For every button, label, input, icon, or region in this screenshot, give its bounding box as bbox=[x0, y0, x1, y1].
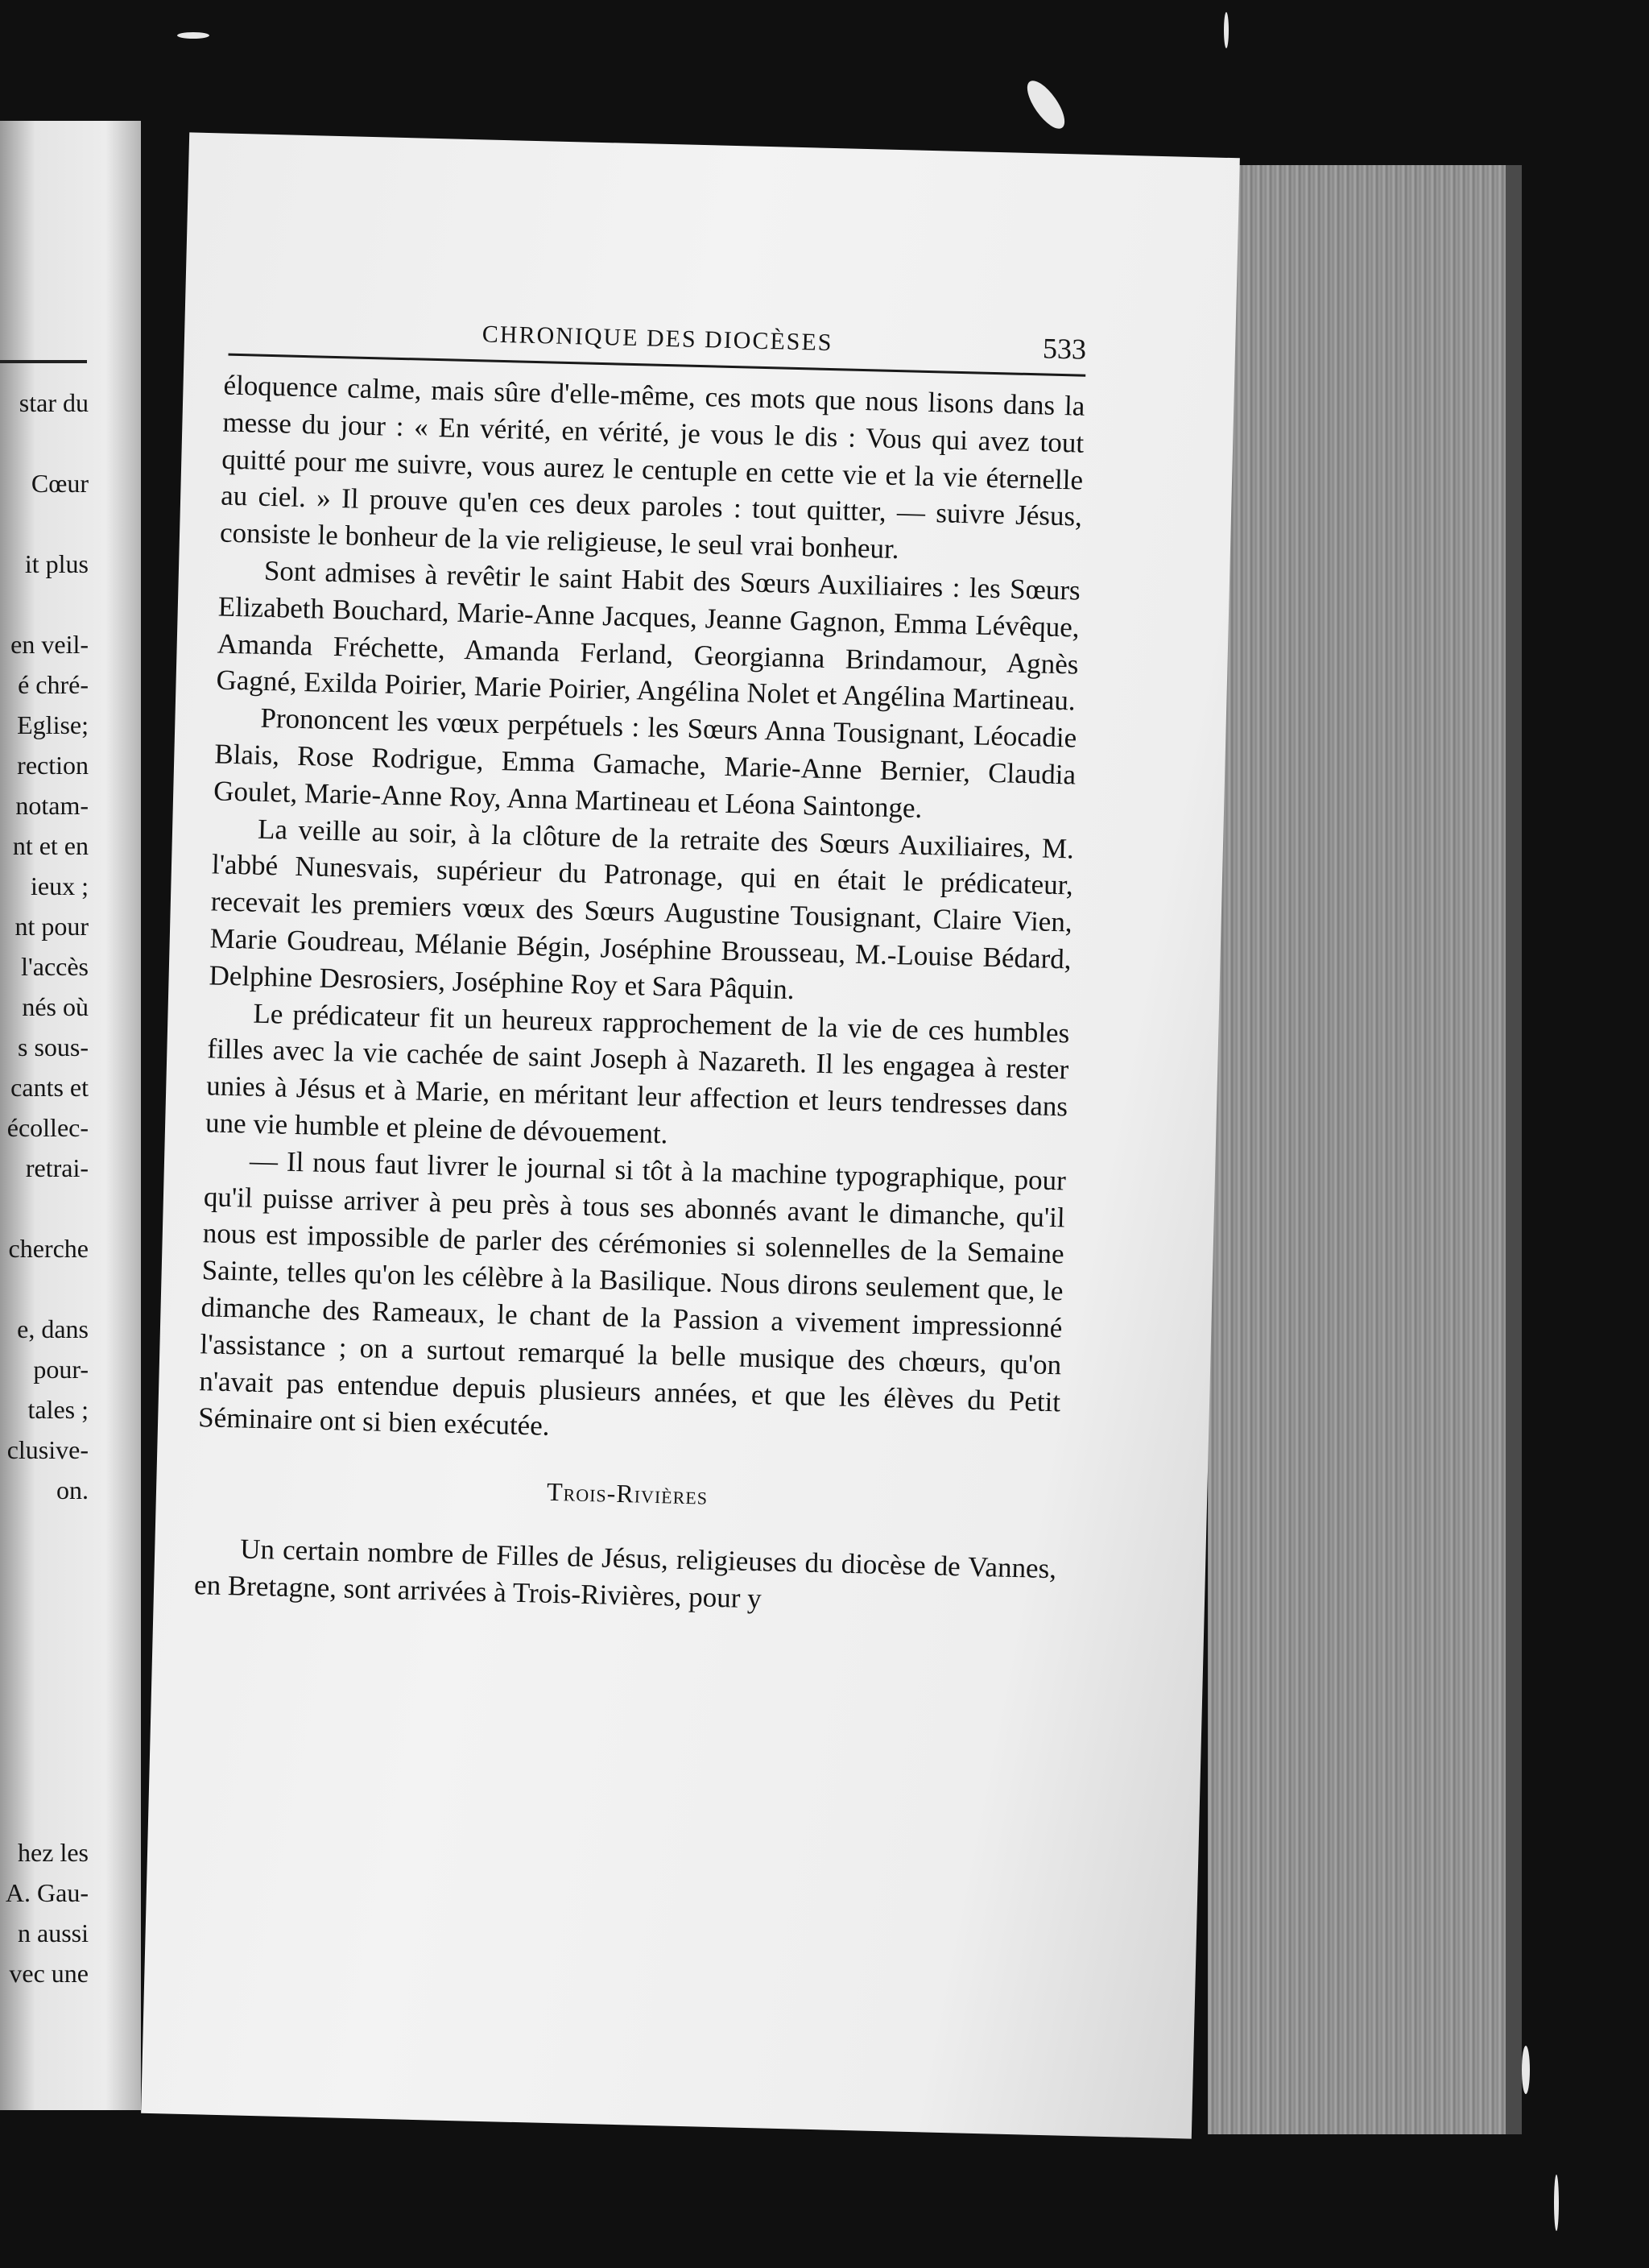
running-head: CHRONIQUE DES DIOCÈSES bbox=[481, 321, 833, 357]
left-page-line bbox=[0, 1550, 89, 1591]
paragraph-admissions: Sont admises à revêtir le saint Habit des Sœurs Auxiliaires : les Sœurs Elizabeth Bouchard, Marie-Anne Jacques, Jeanne Gagnon, Emma Lévêque, Amanda Fréchette, Amanda Ferland, Georgianna Brindamour, Agnès Gagné, Exilda Poirier, Marie Poirier, Angélina Nolet et Angélina Martineau. bbox=[216, 554, 1081, 717]
book-page bbox=[141, 132, 1240, 2138]
left-page-line bbox=[0, 584, 89, 624]
left-page-line bbox=[0, 1671, 89, 1711]
left-page-line bbox=[0, 1792, 89, 1832]
left-page-line: on. bbox=[56, 1475, 89, 1504]
left-page-line: retrai- bbox=[25, 1153, 89, 1182]
left-page-line: nés où bbox=[22, 992, 89, 1021]
left-page-line: clusive- bbox=[6, 1435, 89, 1464]
left-page-line bbox=[0, 423, 89, 463]
left-page-line: cants et bbox=[10, 1073, 89, 1102]
paragraph-retreat-closing: La veille au soir, à la clôture de la retraite des Sœurs Auxiliaires, M. l'abbé Nunesvais, supérieur du Patronage, qui en était le prédicateur, recevait les premiers vœux des Sœurs Augustine Tousignant, Claire Vien, Marie Goudreau, Mélanie Bégin, Joséphine Brousseau, M.-Louise Bédard, Delphine Desrosiers, Joséphine Roy et Sara Pâquin. bbox=[209, 813, 1075, 1005]
left-page-line: tales ; bbox=[27, 1395, 89, 1424]
left-page-line: nt pour bbox=[14, 912, 89, 941]
left-page-line: é chré- bbox=[18, 670, 89, 699]
left-page-line bbox=[0, 1269, 89, 1309]
left-page-line: s sous- bbox=[17, 1033, 89, 1062]
paragraph-holy-week: — Il nous faut livrer le journal si tôt à la machine typographique, pour qu'il puisse arriver à peu près à tous ses abonnés avant le dimanche, qu'il nous est impossible de parler des cérémonies si solennelles de la Semaine Sainte, telles qu'on les célèbre à la Basilique. Nous dirons seulement que, le dimanche des Rameaux, le chant de la Passion a vivement impressionné l'assistance ; on a surtout remarqué la belle musique des chœurs, qu'on n'avait pas entendue depuis plusieurs années, et que les élèves du Petit Séminaire ont si bien exécutée. bbox=[197, 1144, 1067, 1442]
dust-speck bbox=[1020, 75, 1071, 134]
left-page-line: e, dans bbox=[17, 1314, 89, 1343]
left-page-line: ieux ; bbox=[31, 871, 89, 900]
left-page-line: it plus bbox=[24, 549, 89, 578]
left-page-line: rection bbox=[17, 751, 89, 780]
left-page-line: l'accès bbox=[21, 952, 89, 981]
left-page-line: notam- bbox=[15, 791, 89, 820]
paragraph-perpetual-vows: Prononcent les vœux perpétuels : les Sœurs Anna Tousignant, Léocadie Blais, Rose Rodrigue, Emma Gamache, Marie-Anne Bernier, Claudia Goulet, Marie-Anne Roy, Anna Martineau et Léona Saintonge. bbox=[213, 702, 1077, 824]
left-page-line bbox=[0, 1591, 89, 1631]
left-page-text-fragments bbox=[0, 383, 89, 1993]
left-page-line: hez les bbox=[18, 1838, 89, 1867]
left-page-line: n aussi bbox=[18, 1918, 89, 1947]
left-page-line bbox=[0, 1711, 89, 1752]
section-heading: Trois-Rivières bbox=[546, 1476, 709, 1510]
left-page-line bbox=[0, 1188, 89, 1228]
paragraph-preacher: Le prédicateur fit un heureux rapprochement de la vie de ces humbles filles avec la vie cachée de saint Joseph à Nazareth. Il les engagea à rester unies à Jésus et à Marie, en méritant leur affection et leurs tendresses dans une vie humble et pleine de dévouement. bbox=[205, 997, 1070, 1150]
left-page-line: star du bbox=[19, 388, 89, 417]
paragraph-continuation: éloquence calme, mais sûre d'elle-même, ces mots que nous lisons dans la messe du jour : « En vérité, en vérité, je vous le dis : Vous qui avez tout quitté pour me suivre, vous aurez le centuple en cette vie et la vie éternelle au ciel. » Il prouve qu'en ces deux paroles : tout quitter, — suivre Jésus, consiste le bonheur de la vie religieuse, le seul vrai bonheur. bbox=[219, 369, 1085, 565]
left-page-line bbox=[0, 503, 89, 544]
left-page-header-rule bbox=[0, 360, 87, 363]
dust-speck bbox=[1522, 2046, 1530, 2094]
left-page-line: écollec- bbox=[6, 1113, 89, 1142]
facing-left-page bbox=[0, 121, 141, 2110]
left-page-line: cherche bbox=[8, 1234, 89, 1263]
dust-speck bbox=[1224, 12, 1229, 48]
left-page-line: nt et en bbox=[12, 831, 89, 860]
dust-speck bbox=[177, 32, 209, 39]
book-spine-shadow bbox=[1506, 165, 1522, 2134]
left-page-line: A. Gau- bbox=[5, 1878, 89, 1907]
page-body bbox=[194, 367, 1085, 1624]
left-page-line: vec une bbox=[9, 1959, 89, 1988]
dust-speck bbox=[1554, 2175, 1559, 2231]
paragraph-trois-rivieres: Un certain nombre de Filles de Jésus, religieuses du diocèse de Vannes, en Bretagne, sont arrivées à Trois-Rivières, pour y bbox=[193, 1533, 1057, 1615]
left-page-line: Cœur bbox=[31, 469, 89, 498]
page-number: 533 bbox=[1042, 332, 1087, 366]
left-page-line bbox=[0, 1631, 89, 1671]
book-page-edges bbox=[1208, 165, 1522, 2134]
left-page-line: en veil- bbox=[10, 630, 89, 659]
left-page-line bbox=[0, 1510, 89, 1550]
left-page-line: Eglise; bbox=[17, 710, 89, 739]
left-page-line bbox=[0, 1752, 89, 1792]
left-page-line: pour- bbox=[33, 1355, 89, 1384]
